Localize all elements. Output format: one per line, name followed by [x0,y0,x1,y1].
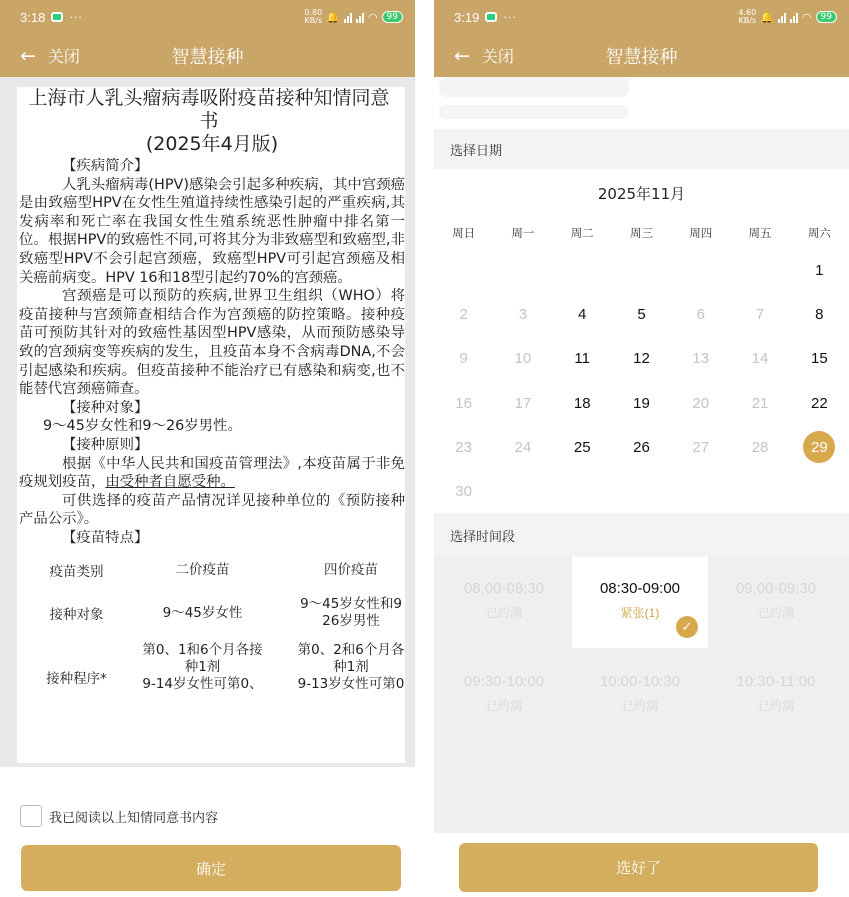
slot-status: 已约满 [485,606,522,620]
time-slot [436,650,572,741]
calendar-day: 30 [455,483,472,501]
time-slot [436,557,572,648]
time-slot-grid [434,557,849,833]
calendar-week-row [434,381,849,425]
calendar-month: 2025年11月 [597,185,686,203]
done-button[interactable]: 选好了 [459,843,818,892]
arrow-left-icon[interactable]: ← [454,44,470,67]
status-bar [434,0,849,34]
calendar-week-row [434,248,849,292]
calendar-day: 14 [751,350,769,368]
slot-time: 08:30-09:00 [599,580,681,597]
slot-time: 10:00-10:30 [599,673,681,690]
status-time: 3:19 [454,9,480,25]
signal-icon [344,12,352,23]
close-link[interactable]: 关闭 [481,47,514,66]
calendar-day: 13 [692,350,710,368]
more-notifications-icon: ··· [503,10,517,24]
right-screen [434,0,849,897]
page-title: 智慧接种 [171,46,244,68]
calendar-day: 23 [455,438,472,456]
battery-icon: 99 [382,11,403,23]
slot-status: 已约满 [757,606,794,620]
calendar-week-row [434,469,849,513]
app-notification-icon [485,12,497,22]
table-header-row: 疫苗类别 二价疫苗 四价疫苗 [49,561,378,581]
heading-disease: 【疾病简介】 [62,158,149,174]
calendar-day[interactable]: 11 [574,350,590,368]
status-time: 3:18 [20,9,46,25]
time-slot-selected[interactable] [572,557,708,648]
calendar-day: 27 [692,438,710,456]
bell-icon: 🔔 [760,10,774,24]
paragraph-products: 可供选择的疫苗产品情况详见接种单位的《预防接种产品公示》。 [19,492,405,528]
time-slot [708,557,844,648]
calendar-day-selected[interactable]: 29 [790,431,849,463]
heading-principle: 【接种原则】 [62,436,149,453]
calendar-day: 24 [514,438,532,456]
calendar-week-row [434,292,849,336]
calendar-day[interactable]: 1 [815,261,824,279]
document-version: (2025年4月版) [145,133,279,155]
calendar-day: 20 [692,394,710,412]
calendar-day[interactable]: 18 [573,394,591,412]
calendar-day[interactable]: 5 [637,305,646,323]
calendar-day[interactable]: 4 [578,305,587,323]
calendar-day[interactable]: 22 [810,394,828,412]
calendar-day: 21 [751,394,769,412]
app-notification-icon [51,12,63,22]
close-link[interactable]: 关闭 [47,47,80,66]
consent-checkbox[interactable] [20,805,42,827]
time-slot [572,650,708,741]
calendar-week-row [434,425,849,469]
signal-icon-2 [356,12,364,23]
paragraph-prevention: 宫颈癌是可以预防的疾病,世界卫生组织（WHO）将疫苗接种与宫颈筛查相结合作为宫颈癌的防控策略。接种疫苗可预防其针对的致癌性基因型HPV感染，从而预防感染导致的宫颈病变等疾病的发生，且疫苗本身不含病毒DNA,不会引起感染和疾病。但疫苗接种不能治疗已有感染和病变,也不能替代宫颈癌筛查。 [19,288,405,398]
network-speed: 4.60 KB/s [738,8,757,25]
slot-time: 10:30-11:00 [736,673,816,690]
calendar-day: 10 [514,350,532,368]
heading-feature: 【疫苗特点】 [62,529,149,546]
weekday-header: 周日 周一 周二 周三 周四 周五 周六 [452,226,831,240]
calendar-day: 17 [514,394,532,412]
calendar-day: 7 [755,305,765,323]
consent-checkbox-row[interactable] [20,805,218,827]
signal-icon-2 [790,12,798,23]
calendar-day[interactable]: 8 [815,305,824,323]
calendar-day: 16 [455,394,472,412]
calendar-week-row [434,337,849,381]
slot-status: 已约满 [621,699,658,713]
wifi-icon: ◠ [801,10,812,24]
bell-icon: 🔔 [326,10,340,24]
consent-document[interactable] [17,87,405,763]
calendar-day: 2 [459,305,468,323]
paragraph-principle: 根据《中华人民共和国疫苗管理法》,本疫苗属于非免疫规划疫苗，由受种者自愿受种。 [19,455,405,491]
checkmark-icon: ✓ [676,616,698,638]
nav-bar [434,34,849,77]
table-row: 接种对象 9～45岁女性 9～45岁女性和9 26岁男性 [49,596,402,630]
vaccine-table [19,553,405,695]
network-speed: 0.80 KB/s [304,8,323,25]
slot-status: 紧张(1) [620,606,660,620]
nav-bar [0,34,415,77]
slot-status: 已约满 [485,699,522,713]
calendar-day: 28 [751,438,769,456]
slot-time: 09:30-10:00 [463,673,545,690]
calendar-day: 9 [459,350,468,368]
document-title: 上海市人乳头瘤病毒吸附疫苗接种知情同意书 [28,87,390,132]
consent-label: 我已阅读以上知情同意书内容 [49,810,219,826]
time-slot [708,650,844,741]
confirm-button[interactable]: 确定 [21,845,401,891]
calendar-day[interactable]: 12 [633,350,650,368]
paragraph-target: 9～45岁女性和9～26岁男性。 [43,418,242,435]
calendar-day[interactable]: 26 [633,438,650,456]
slot-time: 09:00-09:30 [735,580,817,597]
date-section-header: 选择日期 [434,129,849,169]
redacted-info [434,77,849,129]
status-bar [0,0,415,34]
slot-status: 已约满 [757,699,794,713]
paragraph-disease: 人乳头瘤病毒(HPV)感染会引起多种疾病，其中宫颈癌是由致癌型HPV在女性生殖道持续性感染引起的严重疾病,其发病率和死亡率在我国女性生殖系统恶性肿瘤中排名第一位。根据HPV的致癌性不同,可将其分为非致癌型和致癌型,非致癌型HPV不会引起宫颈癌，致癌型HPV可引起宫颈癌及相关癌前病变。HPV 16和18型引起约70%的宫颈癌。 [19,176,405,286]
more-notifications-icon: ··· [69,10,83,24]
calendar-day: 3 [518,305,528,323]
wifi-icon: ◠ [367,10,378,24]
calendar-grid [434,248,849,514]
heading-target: 【接种对象】 [62,399,149,416]
calendar-day[interactable]: 19 [633,394,650,412]
time-section-header: 选择时间段 [434,513,849,557]
calendar-day[interactable]: 25 [573,438,591,456]
left-screen [0,0,415,897]
calendar-day[interactable]: 15 [810,350,828,368]
page-title: 智慧接种 [605,46,678,68]
slot-time: 08:00-08:30 [463,580,545,597]
battery-icon: 99 [816,11,837,23]
calendar-day: 6 [696,305,705,323]
table-row: 接种程序* 第0、1和6个月各接 种1剂 9-14岁女性可第0、 第0、2和6个月各 种1剂 9-13岁女性可第0 [46,641,405,692]
arrow-left-icon[interactable]: ← [20,44,36,67]
signal-icon [778,12,786,23]
